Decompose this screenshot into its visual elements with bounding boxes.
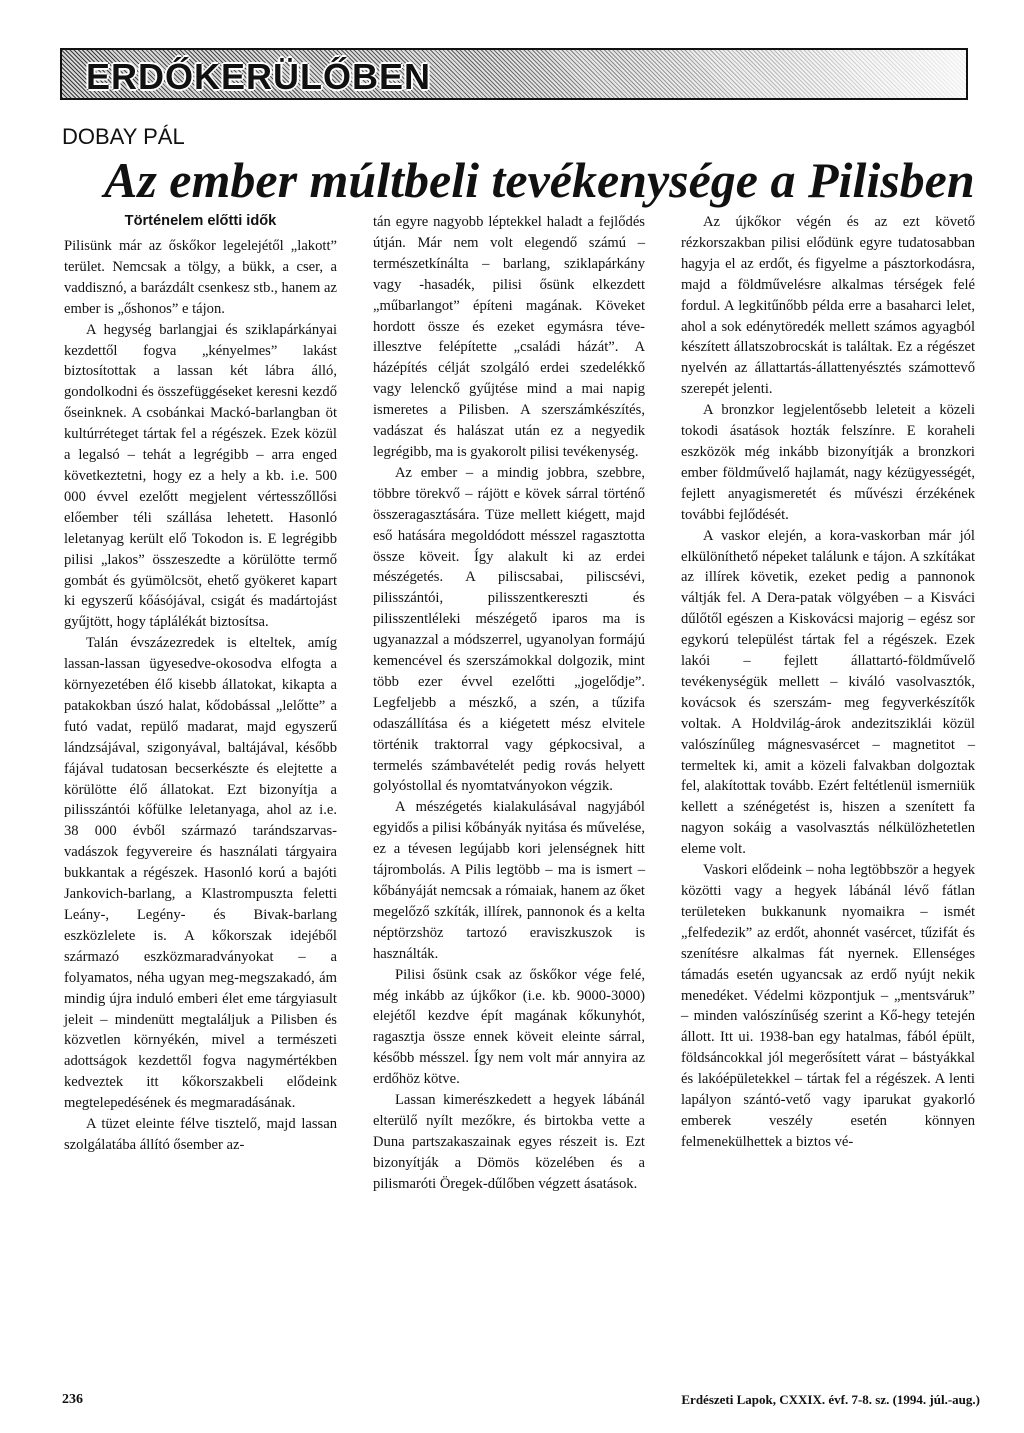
page-number: 236 xyxy=(62,1392,83,1407)
journal-citation: Erdészeti Lapok, CXXIX. évf. 7-8. sz. (1994. júl.-aug.) xyxy=(681,1392,980,1407)
paragraph: A vaskor elején, a kora-vaskorban már jól elkülöníthető népeket találunk e tájon. A szkítákat az illírek követik, ezeket pedig a pannonok váltják fel. A Dera-patak völgyében – a Kisváci dűlőtől egészen a Kiskovácsi majorig – egész sor egykorú települést tártak fel a régészek. Ezek lakói – fejlett állattartó-földművelő tevékenységük mellett – kiváló vasolvasztók, kovácsok és szerszám- meg fegyverkészítők voltak. A Holdvilág-árok andezitsziklái közül valószínűleg mágnesvasércet – magnetitot – termeltek ki, amit a közeli falvakban dolgoztak fel, alakítottak tovább. Ezért feltétlenül ismerniük kellett a szénégetést is, hiszen a szenített fa nagyon sokáig a vasolvasztás nélkülözhetetlen eleme volt. xyxy=(681,527,975,858)
paragraph: A bronzkor legjelentősebb leleteit a közeli tokodi ásatások hozták felszínre. E koraheli eszközök még inkább bizonyítják a bronzkori ember földművelő hajlamát, nagy kézügyességét, fejlett anyagismeretét és művészi érzékének további fejlődését. xyxy=(681,402,975,523)
section-title: ERDŐKERÜLŐBEN xyxy=(86,56,432,97)
text-column-1 xyxy=(64,212,337,1156)
paragraph: A tüzet eleinte félve tisztelő, majd lassan szolgálatába állító ősember az- xyxy=(64,1116,337,1153)
paragraph: Lassan kimerészkedett a hegyek lábánál elterülő nyílt mezőkre, és birtokba vette a Duna partszakaszainak egyes részeit is. Ezt bizonyítják a Dömös közelében és a pilismaróti Öregek-dűlőben végzett ásatások. xyxy=(373,1092,645,1192)
text-column-3 xyxy=(681,212,975,1153)
paragraph: Vaskori elődeink – noha legtöbbször a hegyek közötti vagy a hegyek lábánál lévő fátlan területeken bukkanunk nyomaikra – ismét „felfedezik” az erdőt, ahonnét vasércet, tűzifát és szenítésre alkalmas fát nyernek. Ellenséges támadás esetén ugyancsak az erdő nyújt nekik menedéket. Védelmi központjuk – „mentsváruk” – minden valószínűség szerint a Kő-hegy tetején állott. Itt ui. 1938-ban egy hatalmas, fából épült, földsáncokkal jól megerősített várat – bástyákkal és lakóépületekkel – tártak fel a régészek. A lenti lapályon szántó-vető vagy iparukat gyakorló emberek veszély esetén könnyen felmenekülhettek a biztos vé- xyxy=(681,862,975,1150)
section-banner xyxy=(60,48,968,100)
paragraph: tán egyre nagyobb léptekkel haladt a fejlődés útján. Már nem volt elegendő számú – természetkínálta – barlang, sziklapárkány vagy -hasadék, pilisi ősünk elkezdett „műbarlangot” építeni magának. Köveket hordott össze és ezeket egymásra téve-illesztve felépítette „családi házát”. A házépítés célját szolgáló erdei szedelékkő vagy lelenckő gyűjtése mind a mai napig ismeretes a Pilisben. A szerszámkészítés, vadászat és halászat után ez a negyedik legrégibb, ma is gyakorolt pilisi tevékenység. xyxy=(373,214,645,460)
text-column-2 xyxy=(373,212,645,1195)
paragraph: Pilisi ősünk csak az őskőkor vége felé, még inkább az újkőkor (i.e. kb. 9000-3000) elejétől kezdve épít magának kőkunyhót, ragasztja össze ennek köveit eleinte sárral, később mésszel. Így nem volt már annyira az erdőhöz kötve. xyxy=(373,966,645,1088)
paragraph: Pilisünk már az őskőkor legelejétől „lakott” terület. Nemcsak a tölgy, a bükk, a cser, a vaddisznó, a barázdált csenkesz stb., hanem az ember is „őshonos” e tájon. xyxy=(64,238,337,317)
paragraph: Az újkőkor végén és az ezt követő rézkorszakban pilisi elődünk egyre tudatosabban hagyja el az erdőt, és figyelme a pásztorkodásra, majd a földművelésre alkalmas térségek felé fordul. A legkitűnőbb példa erre a basaharci lelet, ahol a sok edénytöredék mellett számos agyagból készített állatszobrocskát is találtak. Ez a régészet nyelvén az állattartás-állattenyésztés számottevő szerepét jelenti. xyxy=(681,214,975,398)
paragraph: A hegység barlangjai és sziklapárkányai kezdettől fogva „kényelmes” lakást biztosítottak a lassan két lábra álló, gondolkodni és összefüggéseket keresni kezdő őseinknek. A csobánkai Mackó-barlangban öt kultúrréteget tártak fel a régészek. Ezek közül a legalsó – tehát a legrégibb – arra enged következtetni, hogy ez a hely a kb. i.e. 500 000 évvel ezelőtt megjelent vértesszőllősi előember téli szállása lehetett. Hasonló leletanyag került elő Tokodon is. E legrégibb pilisi „lakos” összeszedte a körülötte termő gombát és gyümölcsöt, ehető gyökeret kapart ki egyszerű kőásójával, csigát és madártojást gyűjtött, hogy táplálékát biztosítsa. xyxy=(64,321,337,631)
author-name: DOBAY PÁL xyxy=(62,124,185,149)
paragraph: Talán évszázezredek is elteltek, amíg lassan-lassan ügyesedve-okosodva elfogta a környezetében élő kisebb állatokat, kikapta a patakokban úszó halat, kődobással „lelőtte” a futó vadat, repülő madarat, majd egyszerű lándzsájával, szigonyával, baltájával, később fájával tudatosan becserkészte és elejtette a körülötte élő állatokat. Ezt bizonyítja a pilisszántói kőfülke leletanyaga, ahol az i.e. 38 000 évből származó tarándszarvas-vadászok fegyvereire és használati tárgyaira bukkantak a régészek. Hasonló korú a bajóti Jankovich-barlang, a Klastrompuszta feletti Leány-, Legény- és Bivak-barlang eszközlelete is. A kőkorszak idejéből származó eszközmaradványokat – a folyamatos, néha ugyan meg-megszakadó, ám mindig újra induló emberi élet eme tárgyiasult jeleit – mindenütt megtaláljuk a Pilisben és közvetlen környékén, mivel a természeti adottságok kezdettől fogva nagymértékben kedveztek itt kőkorszakbeli elődeink megtelepedésének és megmaradásának. xyxy=(64,635,337,1112)
paragraph: Az ember – a mindig jobbra, szebbre, többre törekvő – rájött e kövek sárral történő összeragasztására. Tüze mellett kiégett, majd eső hatására megoldódott mésszel ragasztotta össze köveit. Így alakult ki az erdei mészégetés. A piliscsabai, piliscsévi, pilisszántói, pilisszentkereszti és pilisszentléleki mészégető iparos ma is ugyanazzal a módszerrel, ugyanolyan formájú kemencével és szerszámokkal dolgozik, mint több ezer évvel ezelőtti „jogelődje”. Legfeljebb a mészkő, a szén, a tűzifa odaszállítása és a kiégetett mész elvitele történik traktorral vagy gépkocsival, a termelés számbavételét pedig rovás helyett golyóstollal és nyomtatványokon végzik. xyxy=(373,464,645,795)
subheading: Történelem előtti idők xyxy=(124,213,277,229)
paragraph: A mészégetés kialakulásával nagyjából egyidős a pilisi kőbányák nyitása és művelése, ez a tévesen legújabb kori jelenségnek hitt tájrombolás. A Pilis legtöbb – ma is ismert – kőbányáját nemcsak a rómaiak, hanem az őket megelőző szkíták, illírek, pannonok és a kelta néptörzshöz tartozó eraviszkuszok is használták. xyxy=(373,799,645,962)
article-title: Az ember múltbeli tevékenysége a Pilisben xyxy=(104,152,975,208)
